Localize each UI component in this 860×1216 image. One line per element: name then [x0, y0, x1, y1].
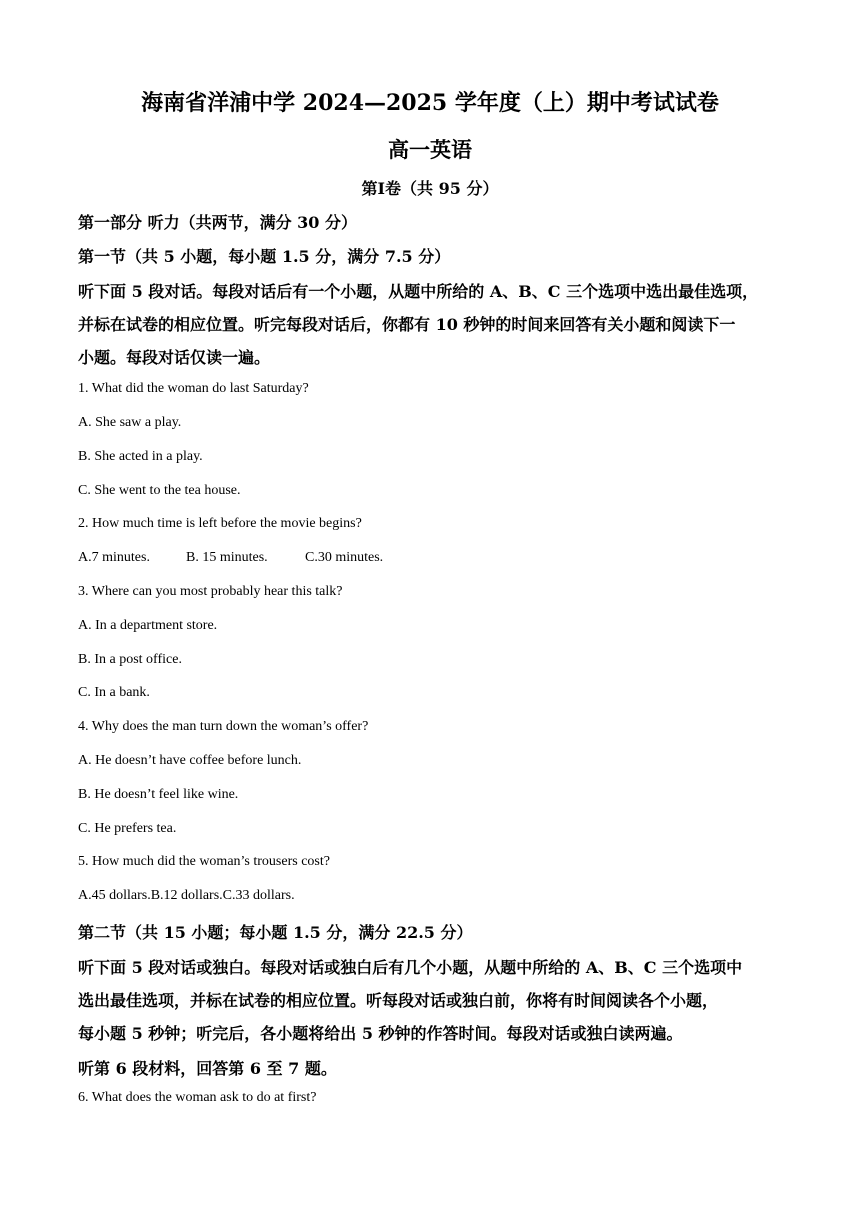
question-5-options: A.45 dollars.B.12 dollars.C.33 dollars.	[78, 888, 295, 903]
question-2-options	[78, 550, 383, 566]
section1-instruction-line-2: 并标在试卷的相应位置。听完每段对话后，你都有 10 秒钟的时间来回答有关小题和阅读下一	[78, 315, 736, 334]
question-3-stem: 3. Where can you most probably hear this talk?	[78, 584, 343, 599]
question-6-stem: 6. What does the woman ask to do at first?	[78, 1090, 317, 1105]
question-2-stem: 2. How much time is left before the movie begins?	[78, 516, 362, 531]
volume-title: 第Ⅰ卷（共 95 分）	[361, 179, 499, 198]
question-2-option-b: B. 15 minutes.	[186, 550, 268, 565]
question-4-stem: 4. Why does the man turn down the woman’s offer?	[78, 719, 369, 734]
question-1-option-c: C. She went to the tea house.	[78, 483, 241, 498]
subject-title: 高一英语	[388, 137, 472, 162]
exam-title: 海南省洋浦中学 2024—2025 学年度（上）期中考试试卷	[141, 90, 719, 116]
question-4-option-b: B. He doesn’t feel like wine.	[78, 787, 239, 802]
part1-heading: 第一部分 听力（共两节，满分 30 分）	[78, 213, 357, 232]
section2-instruction-line-1: 听下面 5 段对话或独白。每段对话或独白后有几个小题，从题中所给的 A、B、C 三个选项中	[78, 958, 743, 977]
question-2-option-c: C.30 minutes.	[305, 550, 384, 565]
section1-instruction-line-1: 听下面 5 段对话。每段对话后有一个小题，从题中所给的 A、B、C 三个选项中选出最佳选项，	[78, 282, 759, 301]
section2-instruction-line-2: 选出最佳选项，并标在试卷的相应位置。听每段对话或独白前，你将有时间阅读各个小题，	[78, 991, 719, 1010]
section1-heading: 第一节（共 5 小题，每小题 1.5 分，满分 7.5 分）	[78, 247, 451, 266]
question-4-option-c: C. He prefers tea.	[78, 821, 177, 836]
question-1-option-b: B. She acted in a play.	[78, 449, 203, 464]
question-1-option-a: A. She saw a play.	[78, 415, 182, 430]
material-6-heading: 听第 6 段材料，回答第 6 至 7 题。	[78, 1059, 337, 1078]
question-4-option-a: A. He doesn’t have coffee before lunch.	[78, 753, 302, 768]
question-3-option-b: B. In a post office.	[78, 652, 182, 667]
question-5-stem: 5. How much did the woman’s trousers cost?	[78, 854, 330, 869]
section2-heading: 第二节（共 15 小题；每小题 1.5 分，满分 22.5 分）	[78, 923, 473, 942]
section1-instruction-line-3: 小题。每段对话仅读一遍。	[78, 348, 271, 367]
question-3-option-c: C. In a bank.	[78, 685, 150, 700]
section2-instruction-line-3: 每小题 5 秒钟；听完后，各小题将给出 5 秒钟的作答时间。每段对话或独白读两遍。	[78, 1024, 683, 1043]
question-3-option-a: A. In a department store.	[78, 618, 218, 633]
question-2-option-a: A.7 minutes.	[78, 550, 150, 565]
question-1-stem: 1. What did the woman do last Saturday?	[78, 381, 309, 396]
